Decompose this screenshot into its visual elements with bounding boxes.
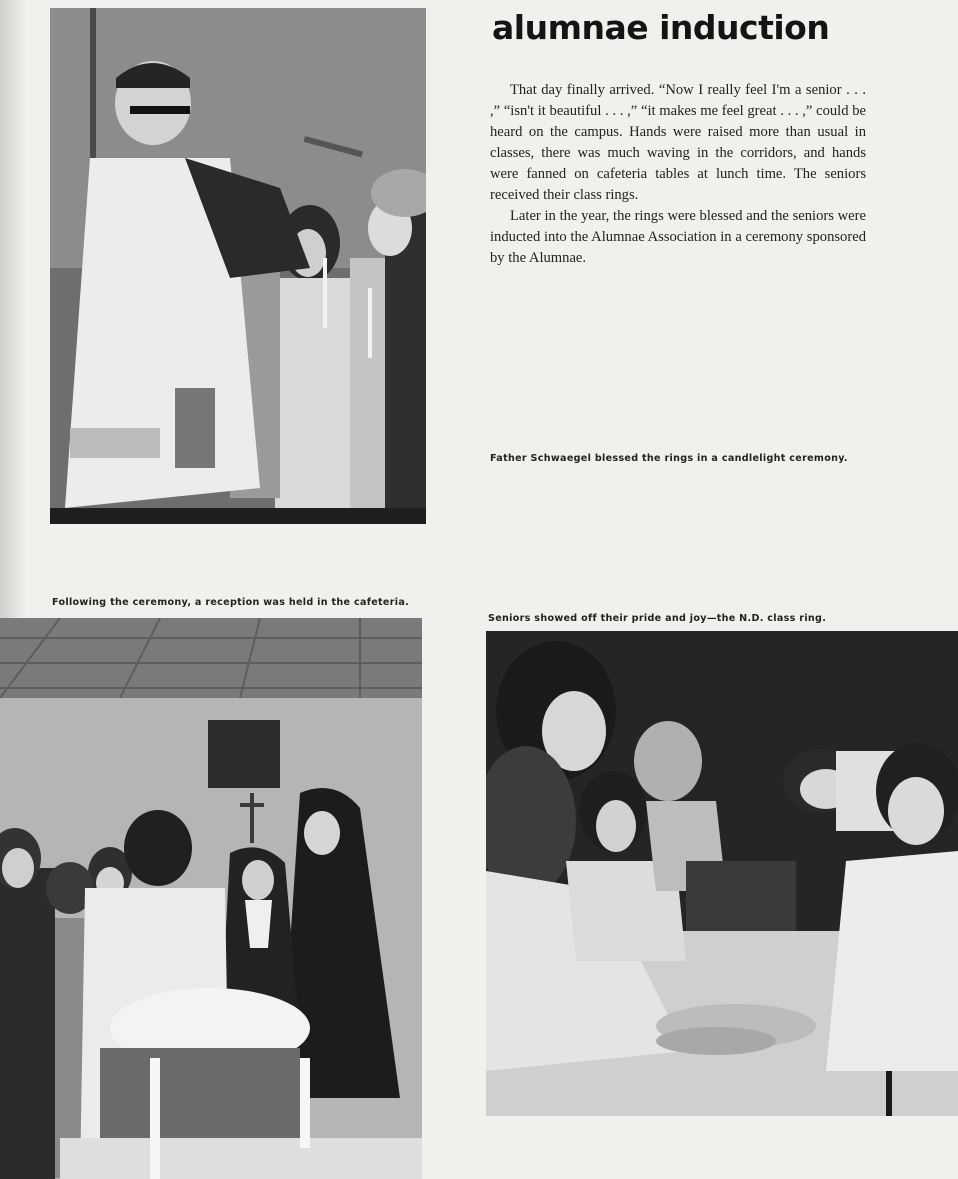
photo-cafeteria-reception [0,618,422,1179]
photo-class-rings [486,631,958,1116]
article-paragraph-2: Later in the year, the rings were blessed and the seniors were inducted into the Alumnae Association in a ceremony sponsored by the Alumnae. [490,208,866,266]
page-title: alumnae induction [492,8,830,47]
caption-reception: Following the ceremony, a reception was held in the cafeteria. [52,597,410,608]
caption-class-rings: Seniors showed off their pride and joy—the N.D. class ring. [488,613,827,624]
article-paragraph-1: That day finally arrived. “Now I really feel I'm a senior . . . ,” “isn't it beautiful . . . ,” “it makes me feel great . . . ,” could be heard on the campus. Hands were raised more than usual in classes, there was much waving in the corridors, and hands were fanned on cafeteria tables at lunch time. The seniors received their class rings. [490,82,866,203]
photo-ring-blessing [50,8,426,524]
caption-ring-blessing: Father Schwaegel blessed the rings in a candlelight ceremony. [490,453,848,464]
article-body [490,80,866,269]
